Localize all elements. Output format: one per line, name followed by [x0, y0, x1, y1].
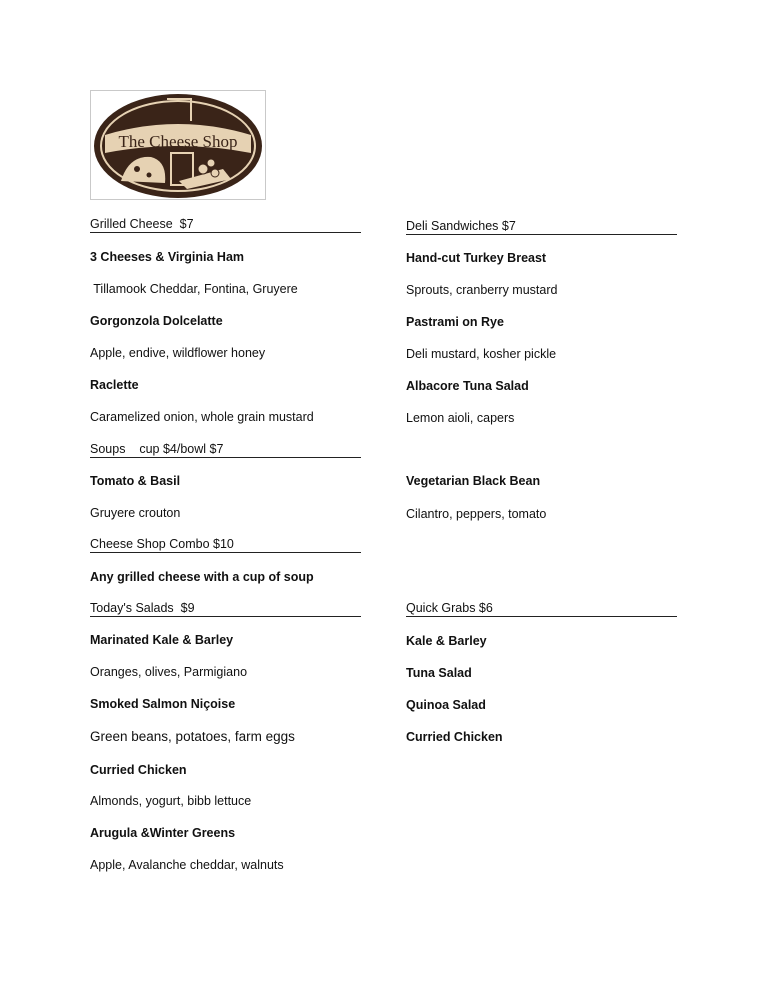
menu-item-desc: Caramelized onion, whole grain mustard	[90, 410, 314, 424]
menu-item: Vegetarian Black Bean	[406, 474, 541, 488]
menu-item: Smoked Salmon Niçoise	[90, 697, 236, 711]
menu-item-desc: Deli mustard, kosher pickle	[406, 347, 557, 361]
menu-item-desc: Green beans, potatoes, farm eggs	[90, 729, 295, 744]
menu-item: Raclette	[90, 378, 139, 392]
menu-item-desc: Cilantro, peppers, tomato	[406, 507, 547, 521]
menu-item: Any grilled cheese with a cup of soup	[90, 570, 314, 584]
menu-item-desc: Gruyere crouton	[90, 506, 181, 520]
menu-item: Tuna Salad	[406, 666, 472, 680]
menu-item-desc: Apple, endive, wildflower honey	[90, 346, 266, 360]
menu-item: Curried Chicken	[406, 730, 503, 744]
menu-item: Kale & Barley	[406, 634, 487, 648]
quick-grabs-header: Quick Grabs $6	[406, 600, 677, 617]
menu-item: Gorgonzola Dolcelatte	[90, 314, 223, 328]
menu-item: Tomato & Basil	[90, 474, 181, 488]
menu-item: Arugula &Winter Greens	[90, 826, 236, 840]
menu-item: Albacore Tuna Salad	[406, 379, 529, 393]
menu-item: Pastrami on Rye	[406, 315, 504, 329]
cheese-shop-logo	[90, 90, 266, 200]
menu-item: Quinoa Salad	[406, 698, 486, 712]
logo-text: The Cheese Shop	[118, 132, 238, 151]
grilled-cheese-header: Grilled Cheese $7	[90, 216, 361, 233]
menu-item-desc: Apple, Avalanche cheddar, walnuts	[90, 858, 284, 872]
menu-item-desc: Oranges, olives, Parmigiano	[90, 665, 248, 679]
menu-item-desc: Tillamook Cheddar, Fontina, Gruyere	[90, 282, 298, 296]
soups-header: Soups cup $4/bowl $7	[90, 441, 361, 458]
menu-item-desc: Lemon aioli, capers	[406, 411, 515, 425]
salads-header: Today's Salads $9	[90, 600, 361, 617]
menu-item: Hand-cut Turkey Breast	[406, 251, 547, 265]
menu-item-desc: Almonds, yogurt, bibb lettuce	[90, 794, 252, 808]
menu-item: Marinated Kale & Barley	[90, 633, 234, 647]
menu-item: Curried Chicken	[90, 763, 187, 777]
combo-header: Cheese Shop Combo $10	[90, 536, 361, 553]
menu-item-desc: Sprouts, cranberry mustard	[406, 283, 558, 297]
menu-item: 3 Cheeses & Virginia Ham	[90, 250, 245, 264]
deli-sandwiches-header: Deli Sandwiches $7	[406, 218, 677, 235]
